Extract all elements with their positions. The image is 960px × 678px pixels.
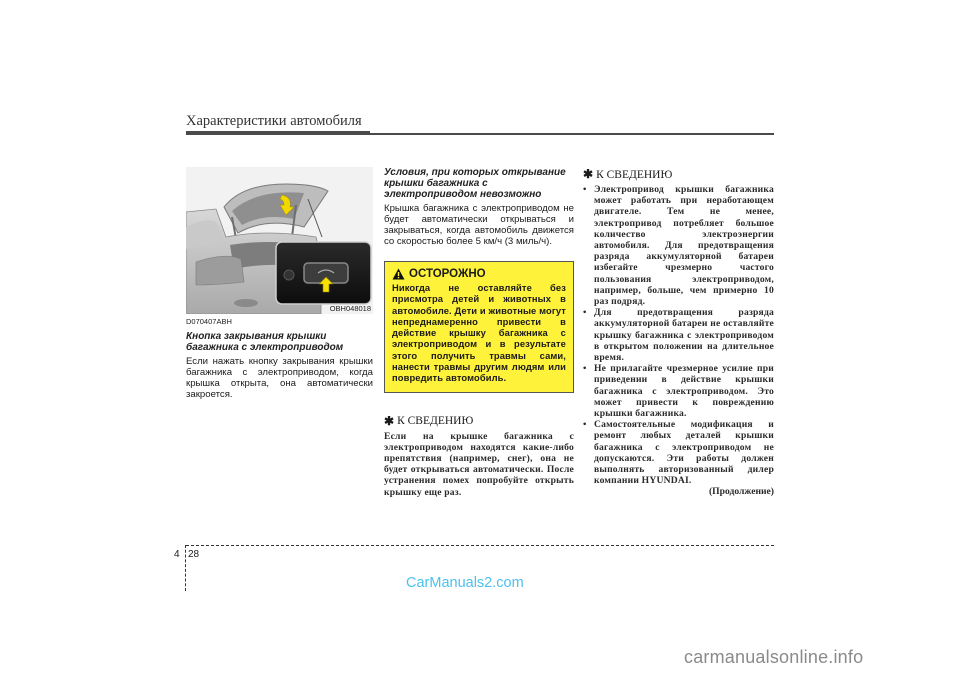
- note-box: [384, 414, 574, 498]
- close-button-text: Если нажать кнопку закрывания крышки багажника с электроприводом, когда крышка открыта, она автоматически закроется.: [186, 356, 373, 400]
- warning-title: [392, 268, 566, 280]
- asterisk-icon: ✱: [384, 413, 395, 428]
- conditions-text: Крышка багажника с электроприводом не будет автоматически открываться и закрываться, когда автомобиль движется со скоростью более 5 км/ч (3 миль/ч).: [384, 203, 574, 247]
- continued-label: (Продолжение): [708, 486, 774, 498]
- list-item-text: Не прилагайте чрезмерное усилие при приведении в действие крышки багажника с электроприводом. Это может привести к повреждению крышки багажника.: [594, 363, 774, 420]
- note-title-text: К СВЕДЕНИЮ: [596, 168, 673, 181]
- close-button-heading: Кнопка закрывания крышки багажника с электроприводом: [186, 331, 344, 353]
- warning-box: [384, 261, 574, 393]
- note-text: Если на крышке багажника с электроприводом находятся какие-либо препятствия (например, снег), она не будет открываться автоматически. После устранения помех попробуйте открыть крышку еще раз.: [384, 430, 574, 498]
- footer-vertical-divider: [185, 545, 186, 591]
- list-item: [583, 307, 774, 363]
- bullet-icon: •: [583, 363, 587, 375]
- figure-code: OBH048018: [329, 304, 371, 313]
- list-item-text: Самостоятельные модификация и ремонт любых деталей крышки багажника с электроприводом не допускаются. Эти работы должен выполнять авторизованный дилер компании HYUNDAI.: [594, 419, 774, 487]
- watermark-carmanualsonline[interactable]: carmanualsonline.info: [684, 647, 864, 667]
- watermark-carmanuals2[interactable]: CarManuals2.com: [406, 575, 524, 591]
- header-rule-thick: [186, 131, 370, 135]
- warning-title-text: ОСТОРОЖНО: [409, 268, 486, 280]
- note-title-text: К СВЕДЕНИЮ: [397, 415, 474, 428]
- warning-text: Никогда не оставляйте без присмотра детей и животных в автомобиле. Дети и животные могут непреднамеренно привести в действие крышку багажника с электроприводом и в результате этого получить травмы сами, нанести травмы другим людям или повредить автомобиль.: [392, 282, 566, 384]
- section-title: Характеристики автомобиля: [186, 113, 362, 129]
- bullet-icon: •: [583, 184, 587, 195]
- note-title: [384, 414, 574, 429]
- footer-divider: [186, 545, 774, 546]
- car-trunk-icon: [186, 167, 373, 314]
- list-item: [583, 419, 774, 486]
- note-bullet-list: [583, 184, 774, 486]
- list-item: [583, 184, 774, 307]
- header-rule-thin: [370, 133, 774, 135]
- bullet-icon: •: [583, 307, 587, 319]
- note-title: [583, 167, 774, 182]
- column-3: [583, 167, 774, 497]
- list-item: [583, 363, 774, 419]
- chapter-number: 4: [174, 549, 180, 560]
- warning-triangle-icon: [392, 268, 405, 280]
- page-number: 28: [188, 549, 200, 560]
- trunk-lid-illustration: [186, 167, 373, 314]
- column-1: [186, 317, 373, 400]
- list-item-text: Электропривод крышки багажника может работать при неработающем двигателе. Тем не менее, электропривод потребляет большое количество электроэнергии автомобиля. Для предотвращения разряда аккумуляторной батареи избегайте чрезмерно частого пользования электроприводом, например, больше, чем примерно 10 раз подряд.: [594, 184, 774, 308]
- section-code: D070407ABH: [186, 317, 232, 326]
- asterisk-icon: ✱: [583, 167, 594, 181]
- bullet-icon: •: [583, 419, 587, 431]
- column-2: [384, 167, 574, 498]
- conditions-heading: Условия, при которых открывание крышки багажника с электроприводом невозможно: [384, 167, 566, 200]
- list-item-text: Для предотвращения разряда аккумуляторной батареи не оставляйте крышку багажника с электроприводом в открытом положении на длительное время.: [594, 307, 774, 364]
